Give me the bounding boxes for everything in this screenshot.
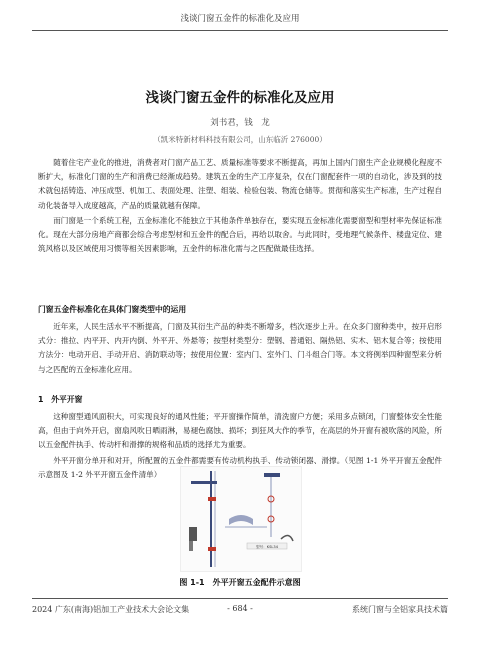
footer-proceedings: 2024 广东(南海)铝加工产业技术大会论文集	[32, 605, 190, 614]
friction-stay-arm	[281, 535, 293, 541]
intro-paragraph-1: 随着住宅产业化的推进，消费者对门窗产品工艺、质量标准等要求不断提高，再加上国内门窗生产企业规模化程度不断扩大，标准化门窗的生产和消费已经渐成趋势。建筑五金的生产工序复杂，仅在门窗配套件一项的自动化，涉及到的技术就包括铸造、冲压成型、机加工、表面处理、注塑、组装、检验包装、物流仓储等。贯彻和落实生产标准，生产过程自动化装备导入成度越高，产品的质量就越有保障。	[38, 158, 442, 210]
model-label: 型号：KSL34	[256, 544, 278, 549]
running-title: 浅谈门窗五金件的标准化及应用	[180, 14, 300, 24]
handle	[189, 527, 197, 541]
figure-caption: 图 1-1 外平开窗五金配件示意图	[179, 578, 301, 587]
lock-point	[208, 497, 216, 501]
hardware-diagram-figure	[180, 466, 302, 572]
intro-section	[38, 156, 442, 256]
article-title: 浅谈门窗五金件的标准化及应用	[145, 90, 335, 106]
subsection-1-paragraph-2: 外平开窗分单开和对开，所配置的五金件都需要有传动机构执手、传动锁闭器、滑撑。（见图 1-1 外平开窗五金配件示意图及 1-2 外平开窗五金件清单）	[38, 455, 442, 479]
intro-paragraph-2: 而门窗是一个系统工程，五金标准化不能独立于其他条件单独存在，要实现五金标准化需要窗型和型材率先保证标准化。现在大部分房地产商都会综合考虑型材和五金件的配合后，再给以取舍。与此同时，受地理气候条件、楼盘定位、建筑风格以及区域使用习惯等相关因素影响，五金件的标准化需与之匹配做最佳选择。	[38, 215, 442, 254]
footer-page-number: - 684 -	[227, 604, 253, 613]
page-header	[32, 8, 448, 31]
top-friction-stay	[191, 481, 217, 484]
lock-point	[208, 547, 216, 551]
section-1-paragraph: 近年来，人民生活水平不断提高，门窗及其衍生产品的种类不断增多，档次逐步上升。在众多门窗种类中，按开启形式分：推拉、内平开、内开内倒、外平开、外悬等；按型材类型分：塑钢、普通铝、隔热铝、实木、铝木复合等；按使用方法分：电动开启、手动开启、消防联动等；按使用位置：室内门、室外门、门斗组合门等。本文将例举四种窗型来分析与之匹配的五金标准化应用。	[38, 322, 442, 374]
section-heading: 门窗五金件标准化在具体门窗类型中的运用	[38, 305, 187, 314]
article-authors: 刘书君，钱 龙	[210, 118, 270, 128]
hardware-diagram	[181, 467, 301, 571]
subsection-heading: 1 外平开窗	[38, 395, 83, 404]
article-affiliation: （凯米特新材料科技有限公司，山东临沂 276000）	[153, 135, 327, 144]
subsection-1-paragraph-1: 这种窗型通风面积大，可实现良好的通风性能；平开窗操作简单，清洗窗户方便；采用多点锁闭，门窗整体安全性能高，但由于向外开启，窗扇风吹日晒雨淋，易褪色腐蚀、损坏；到狂风大作的季节，在高层的外开窗有被吹落的风险，所以五金配件执手、传动杆和滑撑的规格和品质的选择尤为重要。	[38, 412, 442, 450]
page-footer	[32, 598, 448, 617]
hinge-detail	[264, 473, 280, 477]
handle-lever	[189, 541, 193, 551]
striker-plate	[229, 515, 253, 525]
section-1-body	[38, 320, 442, 377]
footer-section: 系统门窗与全铝家具技术篇	[352, 605, 448, 614]
